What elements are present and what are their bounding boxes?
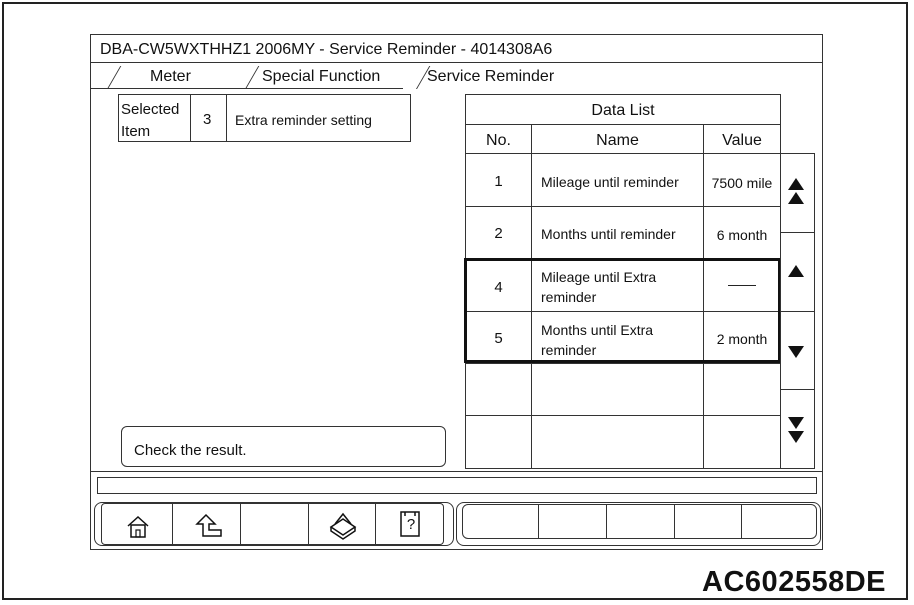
function-key[interactable]: [741, 504, 808, 539]
row-no: 2: [494, 225, 503, 242]
selected-item-number: 3: [203, 111, 212, 128]
print-icon: [309, 503, 375, 545]
scroll-down-icon[interactable]: [788, 346, 804, 358]
header-value: Value: [722, 132, 762, 149]
help-button[interactable]: [375, 503, 444, 545]
selected-item-label: Selected Item: [121, 101, 180, 140]
figure-code: AC602558DE: [702, 566, 886, 598]
tab-meter[interactable]: Meter: [150, 68, 191, 85]
table-rule: [465, 206, 781, 207]
tab-special-function[interactable]: Special Function: [262, 68, 381, 85]
function-key[interactable]: [606, 504, 674, 539]
scroll-divider: [780, 232, 815, 233]
row-name: Mileage until reminder: [541, 174, 679, 190]
row-no: 4: [494, 279, 503, 296]
row-name: Mileage until Extra reminder: [541, 269, 657, 305]
title-divider: [91, 62, 822, 63]
back-icon: [173, 503, 240, 545]
header-no: No.: [486, 132, 511, 149]
selected-item-name: Extra reminder setting: [235, 112, 372, 128]
row-value: 2 month: [716, 331, 768, 347]
page-up-icon[interactable]: [788, 178, 804, 204]
scroll-divider: [780, 389, 815, 390]
status-bar: [97, 477, 817, 494]
scroll-divider: [780, 311, 815, 312]
back-button[interactable]: [172, 503, 240, 545]
print-button[interactable]: [308, 503, 375, 545]
table-rule: [465, 415, 781, 416]
selected-item-divider: [226, 94, 227, 142]
table-rule: [465, 124, 781, 125]
window-title: DBA-CW5WXTHHZ1 2006MY - Service Reminder - 4014308A6: [100, 41, 553, 58]
tab-baseline: [91, 88, 403, 89]
row-name: Months until reminder: [541, 226, 676, 242]
tab-service-reminder[interactable]: Service Reminder: [427, 68, 555, 85]
row-no: 5: [494, 330, 503, 347]
function-key[interactable]: [538, 504, 606, 539]
message-text: Check the result.: [134, 442, 247, 459]
selected-item-divider: [190, 94, 191, 142]
table-rule: [465, 363, 781, 364]
home-icon: [101, 503, 172, 545]
help-glyph: ?: [406, 516, 416, 533]
row-name: Months until Extra reminder: [541, 322, 654, 358]
row-value: 6 month: [716, 227, 768, 243]
row-value: ——: [728, 276, 756, 292]
home-button[interactable]: [101, 503, 172, 545]
status-divider: [91, 471, 822, 472]
row-value: 7500 mile: [711, 175, 773, 191]
page-down-icon[interactable]: [788, 417, 804, 443]
table-rule: [465, 153, 781, 154]
data-list-title: Data List: [591, 102, 655, 119]
header-name: Name: [596, 132, 639, 149]
row-no: 1: [494, 173, 503, 190]
function-key[interactable]: [674, 504, 741, 539]
highlighted-rows-frame: [464, 258, 781, 363]
scroll-up-icon[interactable]: [788, 265, 804, 277]
blank-button[interactable]: [240, 503, 308, 545]
